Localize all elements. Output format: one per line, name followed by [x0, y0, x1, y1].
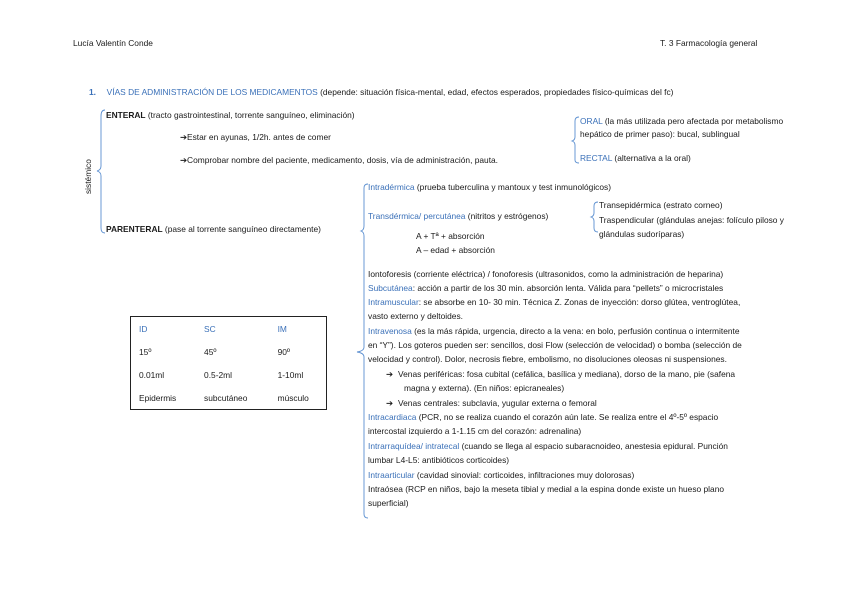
intradermica-line	[368, 182, 611, 193]
systemic-label: sistémico	[83, 159, 93, 194]
enteral-brace	[572, 117, 579, 163]
table-cell: 1-10ml	[277, 369, 304, 380]
intracardiaca-line	[368, 412, 718, 423]
arrow-icon: ➔	[386, 369, 394, 379]
enteral-term: ENTERAL	[106, 110, 146, 120]
oral-line-1	[580, 116, 783, 127]
table-cell: 0.01ml	[139, 369, 165, 380]
oral-line-2: hepático de primer paso): bucal, sublingual	[580, 129, 740, 139]
enteral-note-text: Comprobar nombre del paciente, medicamento, dosis, vía de administración, pauta.	[187, 155, 499, 165]
intravenosa-line-3: velocidad y control). Dolor, necrosis fiebre, embolismo, no disoluciones oleosas ni suspensiones.	[368, 354, 727, 364]
absorption-note-1: A + Tª + absorción	[416, 231, 485, 241]
systemic-brace	[97, 110, 105, 233]
enteral-note-text: Estar en ayunas, 1/2h. antes de comer	[187, 132, 331, 142]
oral-desc: (la más utilizada pero afectada por metabolismo	[602, 116, 784, 126]
table-header-cell: SC	[204, 323, 216, 334]
intramuscular-desc: : se absorbe en 10- 30 min. Técnica Z. Zonas de inyección: dorso glútea, ventroglútea,	[418, 297, 741, 307]
intrarraquidea-line-2: lumbar L4-L5: antibióticos corticoides)	[368, 455, 510, 465]
table-cell: Epidermis	[139, 392, 177, 403]
arrow-icon: ➔	[180, 155, 188, 165]
injection-comparison-table	[130, 316, 327, 410]
enteral-note-2	[180, 155, 498, 166]
intrarraquidea-line	[368, 441, 728, 452]
intrarraquidea-term: Intrarraquídea/ intratecal	[368, 441, 460, 451]
transdermica-sub-1: Transepidérmica (estrato corneo)	[599, 200, 723, 210]
table-cell: músculo	[277, 392, 309, 403]
iontoforesis-line: Iontoforesis (corriente eléctrica) / fonoforesis (ultrasonidos, como la administración de heparina)	[368, 269, 724, 279]
subcutanea-term: Subcutánea	[368, 283, 413, 293]
arrow-icon: ➔	[386, 398, 394, 408]
table-row	[131, 363, 327, 386]
intraosea-line: Intraósea (RCP en niños, bajo la meseta tibial y medial a la espina donde existe un hueso plano	[368, 484, 725, 494]
intrarraquidea-desc: (cuando se llega al espacio subaracnoideo, anestesia epidural. Punción	[459, 441, 728, 451]
transdermal-brace	[591, 202, 598, 232]
author-name: Lucía Valentín Conde	[73, 38, 153, 48]
parenteral-line	[106, 224, 321, 235]
intramuscular-term: Intramuscular	[368, 297, 419, 307]
subcutanea-line	[368, 283, 723, 294]
transdermica-line	[368, 211, 548, 222]
table-header-cell: IM	[277, 323, 287, 334]
intracardiaca-desc: (PCR, no se realiza cuando el corazón aún late. Se realiza entre el 4º-5º espacio	[416, 412, 719, 422]
intraosea-line-2: superficial)	[368, 498, 409, 508]
arrow-icon: ➔	[180, 132, 188, 142]
intravenosa-line-2: en “Y”). Los goteros pueden ser: sencillos, dosi Flow (selección de velocidad) o bomba (selección de	[368, 340, 742, 350]
venas-centrales-text: Venas centrales: subclavia, yugular externa o femoral	[398, 398, 597, 408]
table-cell: 0.5-2ml	[204, 369, 232, 380]
section-number: 1.	[89, 87, 96, 97]
intravenosa-desc: (es la más rápida, urgencia, directo a la vena: en bolo, perfusión continua o intermitente	[411, 326, 740, 336]
intradermica-desc: (prueba tuberculina y mantoux y test inmunológicos)	[414, 182, 611, 192]
table-cell: 15º	[139, 346, 152, 357]
absorption-note-2: A – edad + absorción	[416, 245, 495, 255]
section-heading	[89, 87, 673, 98]
parenteral-term: PARENTERAL	[106, 224, 163, 234]
table-row	[131, 340, 327, 363]
enteral-line	[106, 110, 355, 121]
rectal-line	[580, 153, 691, 164]
table-cell: 45º	[204, 346, 217, 357]
parenteral-brace	[357, 184, 368, 518]
intradermica-term: Intradérmica	[368, 182, 415, 192]
transdermica-desc: (nitritos y estrógenos)	[465, 211, 549, 221]
rectal-term: RECTAL	[580, 153, 613, 163]
rectal-desc: (alternativa a la oral)	[612, 153, 691, 163]
topic-title: T. 3 Farmacología general	[660, 38, 758, 48]
transdermica-term: Transdérmica/ percutánea	[368, 211, 466, 221]
intraarticular-desc: (cavidad sinovial: corticoides, infiltraciones muy dolorosas)	[414, 470, 635, 480]
venas-perifericas-line	[386, 369, 735, 380]
parenteral-desc: (pase al torrente sanguíneo directamente)	[162, 224, 321, 234]
intraarticular-term: Intraarticular	[368, 470, 415, 480]
section-subtitle: (depende: situación física-mental, edad, efectos esperados, propiedades físico-químicas del fc)	[317, 87, 674, 97]
intravenosa-term: Intravenosa	[368, 326, 412, 336]
enteral-note-1	[180, 132, 331, 143]
intraarticular-line	[368, 470, 634, 481]
venas-perifericas-text: Venas periféricas: fosa cubital (cefálica, basílica y mediana), dorso de la mano, pie (safena	[398, 369, 736, 379]
table-header-cell: ID	[139, 323, 148, 334]
venas-perifericas-line-2: magna y externa). (En niños: epicraneales)	[404, 383, 565, 393]
table-row	[131, 386, 327, 410]
section-title: VÍAS DE ADMINISTRACIÓN DE LOS MEDICAMENTOS	[106, 87, 318, 97]
intramuscular-line	[368, 297, 740, 308]
oral-term: ORAL	[580, 116, 603, 126]
venas-centrales-line	[386, 398, 597, 409]
enteral-desc: (tracto gastrointestinal, torrente sanguíneo, eliminación)	[145, 110, 355, 120]
subcutanea-desc: : acción a partir de los 30 min. absorción lenta. Válida para “pellets” o microcristales	[412, 283, 724, 293]
intracardiaca-line-2: intercostal izquierdo a 1-1.15 cm del corazón: adrenalina)	[368, 426, 582, 436]
transdermica-sub-2: Traspendicular (glándulas anejas: folículo piloso y	[599, 215, 784, 225]
intravenosa-line	[368, 326, 740, 337]
intracardiaca-term: Intracardiaca	[368, 412, 417, 422]
table-header-row	[131, 317, 327, 341]
table-cell: 90º	[277, 346, 290, 357]
table-cell: subcutáneo	[204, 392, 248, 403]
transdermica-sub-3: glándulas sudoríparas)	[599, 229, 685, 239]
intramuscular-line-2: vasto externo y deltoides.	[368, 311, 463, 321]
